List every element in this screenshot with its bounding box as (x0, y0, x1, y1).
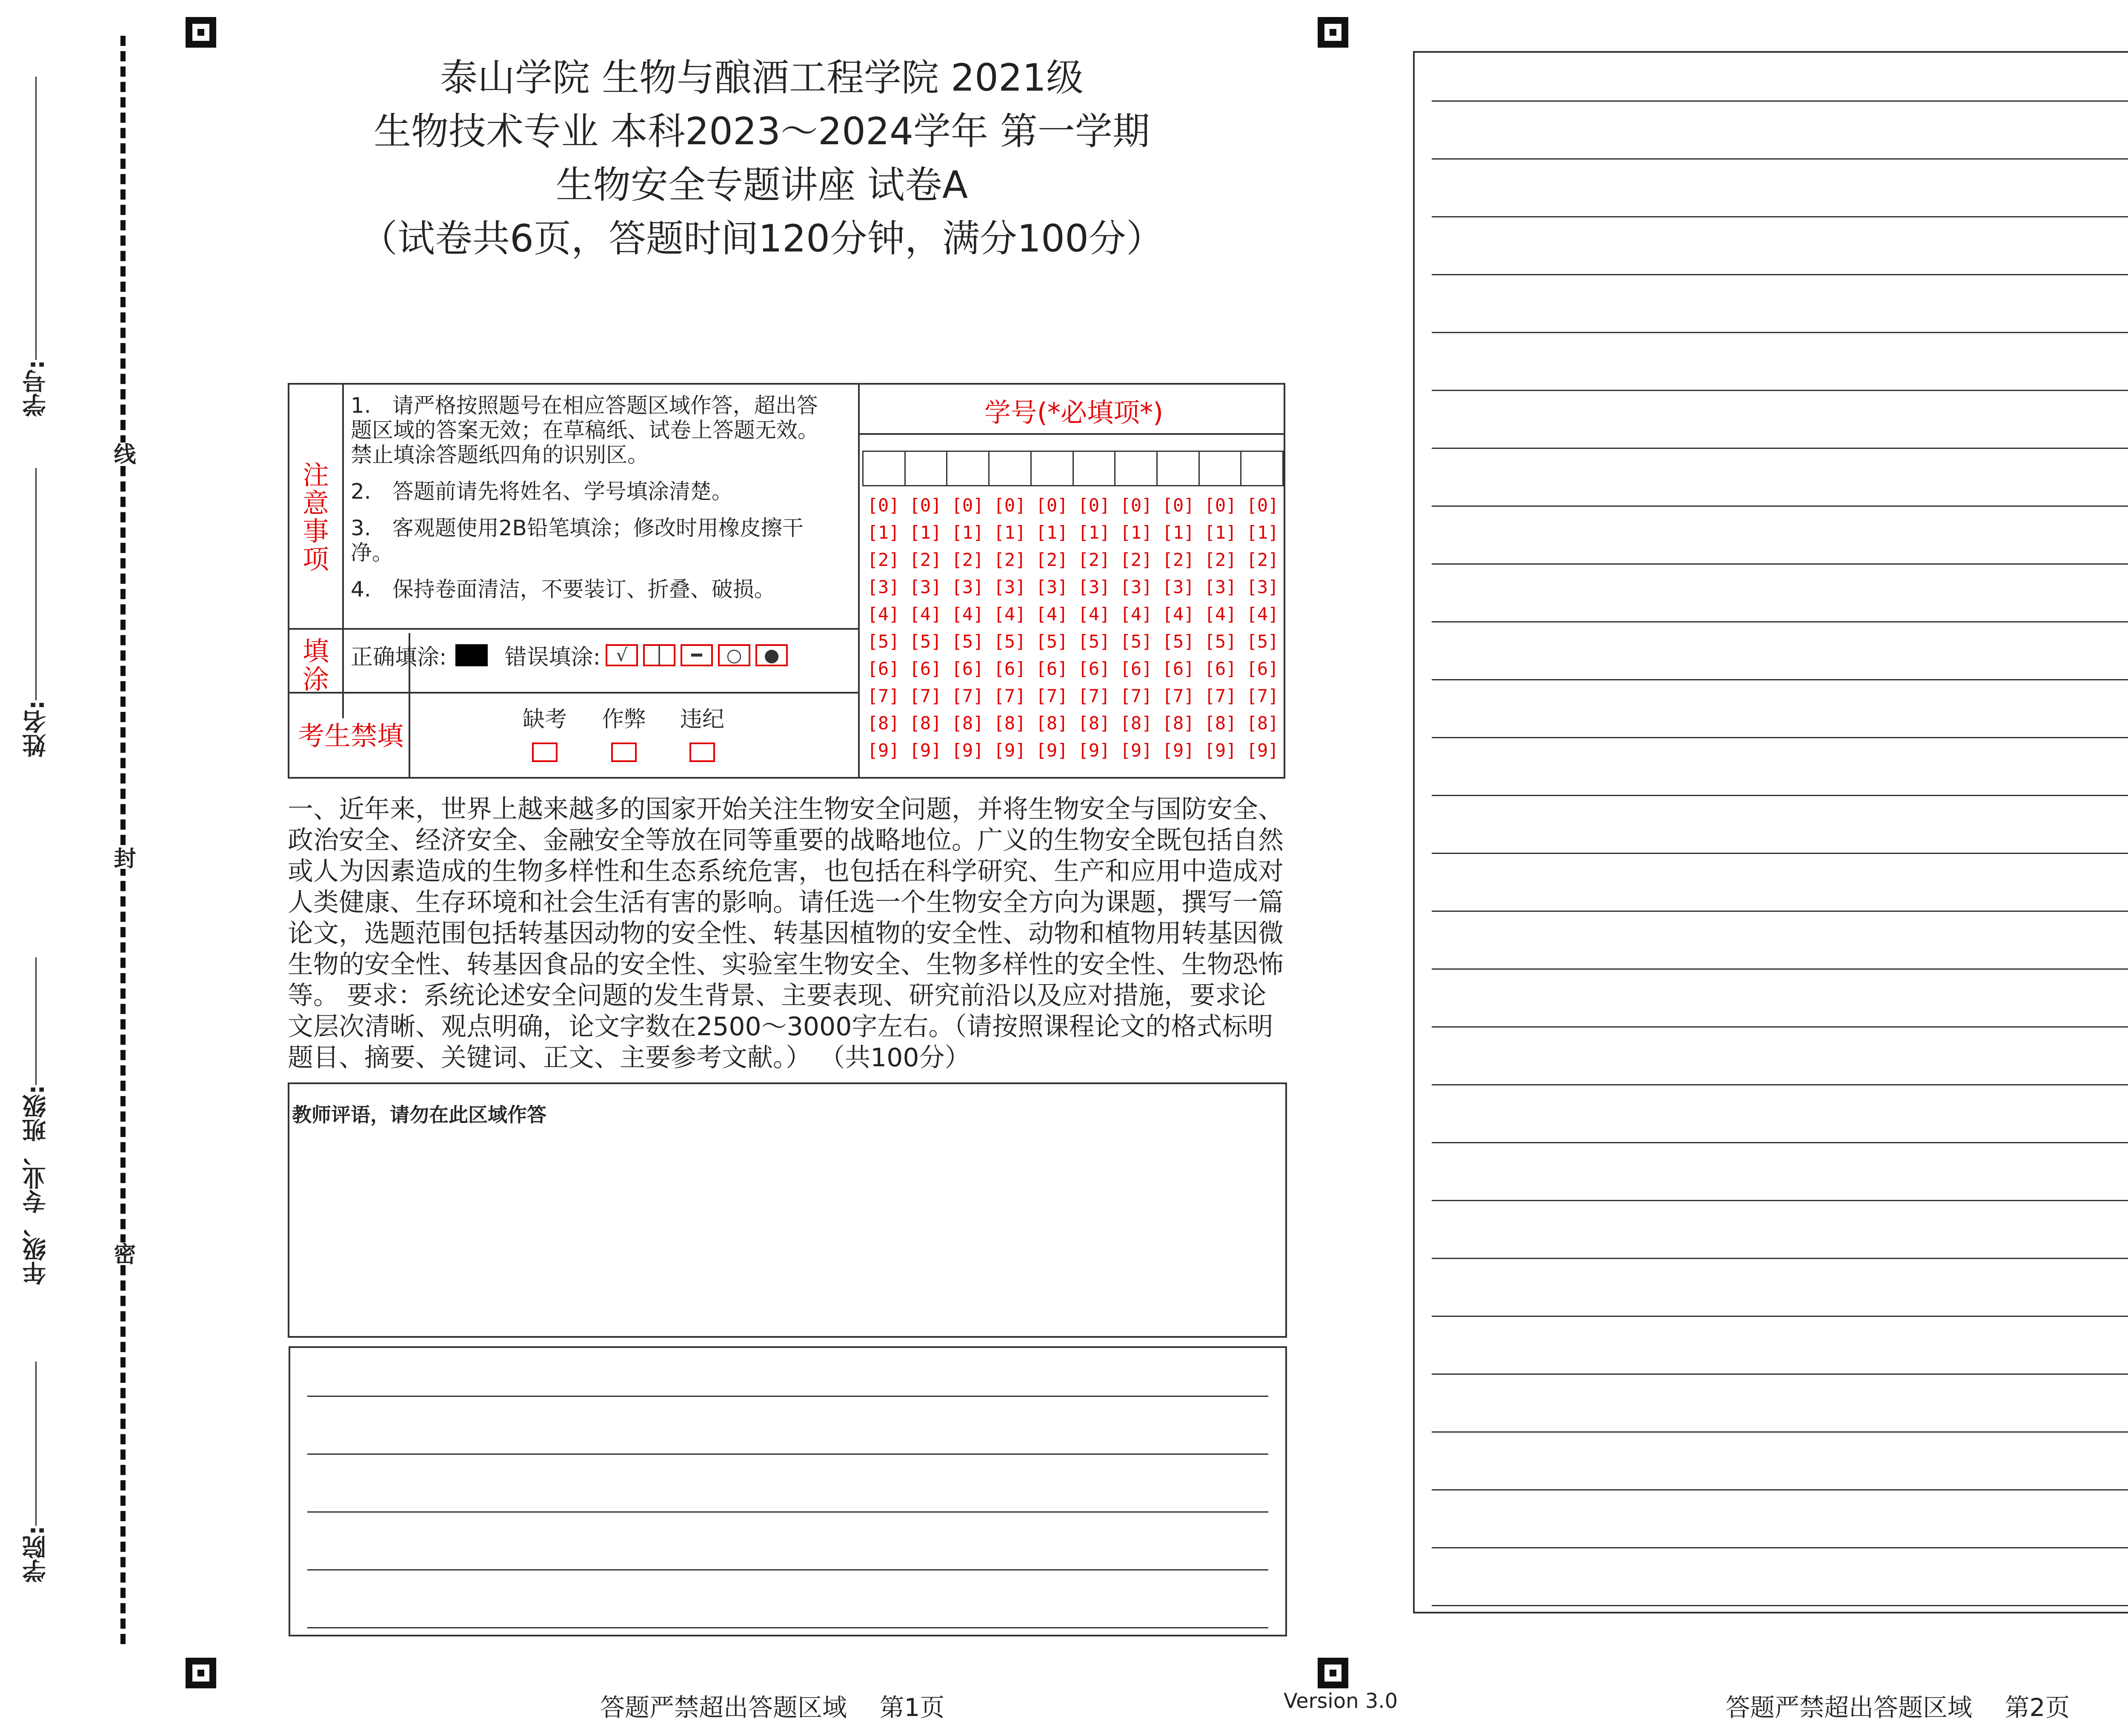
table-divider (342, 385, 344, 718)
answer-rule-line (1432, 100, 2128, 102)
bubble-row (862, 682, 1284, 710)
digit-bubble[interactable]: [3] (993, 577, 1026, 597)
digit-bubble[interactable]: [1] (993, 522, 1026, 543)
digit-bubble[interactable]: [5] (993, 631, 1026, 652)
footer-page-1: 答题严禁超出答题区域 第1页 (600, 1693, 945, 1722)
notice-item: 2. 答题前请先将姓名、学号填涂清楚。 (351, 479, 733, 504)
digit-bubble[interactable]: [6] (1035, 658, 1068, 679)
college-label: 学院: (22, 1525, 50, 1583)
digit-bubble[interactable]: [7] (1246, 685, 1279, 706)
digit-bubble[interactable]: [5] (1204, 631, 1237, 652)
digit-bubble[interactable]: [8] (993, 713, 1026, 734)
answer-rule-line (1432, 390, 2128, 391)
answer-rule-line (307, 1511, 1268, 1513)
digit-bubble[interactable]: [1] (867, 522, 900, 543)
answer-rule-line (1432, 216, 2128, 217)
digit-bubble[interactable]: [0] (951, 495, 984, 516)
digit-bubble[interactable]: [2] (909, 549, 942, 570)
name-label: 姓名: (22, 700, 50, 757)
answer-area-page-2[interactable] (1413, 51, 2128, 1613)
digit-bubble[interactable]: [3] (1120, 577, 1153, 597)
digit-bubble[interactable]: [4] (951, 604, 984, 625)
digit-bubble[interactable]: [4] (867, 604, 900, 625)
digit-bubble[interactable]: [1] (1162, 522, 1195, 543)
footer-version: Version 3.0 (1284, 1689, 1398, 1713)
grade-major-class-field[interactable] (17, 902, 55, 1285)
digit-bubble[interactable]: [5] (1162, 631, 1195, 652)
table-divider (858, 385, 860, 778)
answer-rule-line (1432, 158, 2128, 160)
digit-bubble[interactable]: [1] (1078, 522, 1110, 543)
digit-bubble[interactable]: [9] (867, 740, 900, 761)
answer-rule-line (1432, 911, 2128, 912)
header-line-4: （试卷共6页，答题时间120分钟，满分100分） (360, 217, 1164, 260)
wrong-fill-sample: ━ (681, 644, 713, 666)
header-line-3: 生物安全专题讲座 试卷A (555, 163, 968, 207)
digit-bubble[interactable]: [7] (993, 685, 1026, 706)
fill-instructions (351, 639, 788, 671)
student-id-label: 学号: (22, 360, 50, 417)
digit-bubble[interactable]: [0] (867, 495, 900, 516)
digit-bubble[interactable]: [2] (993, 549, 1026, 570)
digit-bubble[interactable]: [0] (909, 495, 942, 516)
absent-checkbox[interactable] (515, 701, 575, 762)
digit-bubble[interactable]: [1] (951, 522, 984, 543)
answer-rule-line (1432, 1200, 2128, 1201)
digit-bubble[interactable]: [9] (909, 740, 942, 761)
digit-bubble[interactable]: [3] (1035, 577, 1068, 597)
digit-bubble[interactable]: [5] (909, 631, 942, 652)
digit-bubble[interactable]: [1] (1246, 522, 1279, 543)
digit-bubble[interactable]: [7] (909, 685, 942, 706)
digit-bubble[interactable]: [9] (951, 740, 984, 761)
answer-rule-line (1432, 505, 2128, 507)
fill-title: 填 涂 (302, 636, 329, 695)
digit-bubble[interactable]: [6] (1078, 658, 1110, 679)
answer-rule-line (1432, 1142, 2128, 1143)
answer-rule-line (1432, 1431, 2128, 1433)
bubble-row (862, 519, 1284, 546)
answer-rule-line (1432, 332, 2128, 333)
digit-bubble[interactable]: [3] (1204, 577, 1237, 597)
teacher-comment-box (288, 1082, 1287, 1338)
answer-rule-line (1432, 621, 2128, 622)
corner-marker-bottom-left (186, 1658, 216, 1688)
notice-item: 1. 请严格按照题号在相应答题区域作答，超出答题区域的答案无效；在草稿纸、试卷上答题无效。禁止填涂答题纸四角的识别区。 (351, 393, 819, 467)
answer-rule-line (1432, 1489, 2128, 1490)
correct-fill-sample (455, 644, 488, 666)
answer-rule-line (1432, 1373, 2128, 1375)
correct-fill-label: 正确填涂: (351, 645, 447, 670)
digit-bubble[interactable]: [2] (951, 549, 984, 570)
answer-rule-line (1432, 1547, 2128, 1548)
student-id-digit-box[interactable] (1156, 451, 1198, 486)
digit-bubble[interactable]: [1] (1204, 522, 1237, 543)
digit-bubble[interactable]: [8] (1246, 713, 1279, 734)
binding-dash-line (120, 36, 126, 1644)
digit-bubble[interactable]: [1] (1035, 522, 1068, 543)
digit-bubble[interactable]: [3] (951, 577, 984, 597)
digit-bubble[interactable]: [0] (1204, 495, 1237, 516)
digit-bubble[interactable]: [8] (951, 713, 984, 734)
student-id-digit-box[interactable] (1073, 451, 1115, 486)
digit-bubble[interactable]: [3] (1078, 577, 1110, 597)
binding-mark-secret: 密 (107, 1242, 139, 1265)
checkbox-box[interactable] (532, 742, 558, 762)
table-divider (289, 692, 858, 694)
answer-rule-line (307, 1627, 1268, 1628)
college-field[interactable] (17, 1362, 55, 1583)
bubble-row (862, 628, 1284, 655)
digit-bubble[interactable]: [0] (1120, 495, 1153, 516)
digit-bubble[interactable]: [8] (1204, 713, 1237, 734)
digit-bubble[interactable]: [3] (1162, 577, 1195, 597)
exam-header (315, 51, 1209, 266)
digit-bubble[interactable]: [8] (909, 713, 942, 734)
digit-bubble[interactable]: [7] (951, 685, 984, 706)
student-id-digit-box[interactable] (904, 451, 947, 486)
college-underline (36, 1362, 37, 1526)
digit-bubble[interactable]: [8] (1120, 713, 1153, 734)
name-underline (36, 468, 37, 700)
cheating-label: 作弊 (601, 707, 646, 732)
checkbox-box[interactable] (611, 742, 637, 762)
bubble-row (862, 655, 1284, 682)
table-divider (858, 433, 1284, 435)
bubble-row (862, 601, 1284, 628)
digit-bubble[interactable]: [3] (867, 577, 900, 597)
digit-bubble[interactable]: [6] (1246, 658, 1279, 679)
digit-bubble[interactable]: [6] (993, 658, 1026, 679)
digit-bubble[interactable]: [9] (1035, 740, 1068, 761)
wrong-fill-sample: ● (755, 644, 788, 666)
answer-rule-line (1432, 274, 2128, 275)
student-id-underline (36, 77, 37, 360)
answer-rule-line (1432, 968, 2128, 970)
student-id-digit-box[interactable] (988, 451, 1030, 486)
digit-bubble[interactable]: [6] (1162, 658, 1195, 679)
answer-rule-line (1432, 1084, 2128, 1085)
wrong-fill-sample: ○ (718, 644, 750, 666)
digit-bubble[interactable]: [6] (951, 658, 984, 679)
digit-bubble[interactable]: [9] (1204, 740, 1237, 761)
answer-rule-line (307, 1569, 1268, 1570)
wrong-fill-sample: │ (643, 644, 675, 666)
bubble-row (862, 546, 1284, 574)
digit-bubble[interactable]: [8] (867, 713, 900, 734)
digit-bubble[interactable]: [8] (1162, 713, 1195, 734)
digit-bubble[interactable]: [8] (1035, 713, 1068, 734)
answer-rule-line (1432, 1026, 2128, 1028)
student-id-digit-box[interactable] (1114, 451, 1156, 486)
student-id-bubble-grid[interactable] (862, 492, 1284, 764)
discipline-checkbox[interactable] (672, 701, 732, 762)
checkbox-box[interactable] (689, 742, 715, 762)
teacher-comment-label: 教师评语，请勿在此区域作答 (292, 1103, 546, 1126)
student-id-digit-box[interactable] (1198, 451, 1241, 486)
digit-bubble[interactable]: [7] (1204, 685, 1237, 706)
digit-bubble[interactable]: [6] (909, 658, 942, 679)
forbidden-title: 考生禁填 (298, 720, 404, 751)
student-id-write-boxes[interactable] (862, 451, 1284, 486)
digit-bubble[interactable]: [6] (1120, 658, 1153, 679)
digit-bubble[interactable]: [9] (1246, 740, 1279, 761)
digit-bubble[interactable]: [4] (1035, 604, 1068, 625)
digit-bubble[interactable]: [9] (1078, 740, 1110, 761)
student-id-digit-box[interactable] (1240, 451, 1284, 486)
digit-bubble[interactable]: [7] (1120, 685, 1153, 706)
header-line-2: 生物技术专业 本科2023～2024学年 第一学期 (374, 109, 1150, 153)
header-line-1: 泰山学院 生物与酿酒工程学院 2021级 (440, 56, 1084, 100)
student-id-digit-box[interactable] (1030, 451, 1073, 486)
answer-rule-line (307, 1453, 1268, 1455)
digit-bubble[interactable]: [5] (1035, 631, 1068, 652)
wrong-fill-sample: √ (606, 644, 638, 666)
digit-bubble[interactable]: [4] (909, 604, 942, 625)
notice-table (288, 383, 1285, 779)
answer-rule-line (1432, 795, 2128, 796)
notice-item: 3. 客观题使用2B铅笔填涂；修改时用橡皮擦干净。 (351, 516, 804, 565)
grade-major-class-underline (36, 957, 37, 1085)
digit-bubble[interactable]: [8] (1078, 713, 1110, 734)
digit-bubble[interactable]: [2] (1078, 549, 1110, 570)
digit-bubble[interactable]: [7] (1078, 685, 1110, 706)
discipline-label: 违纪 (680, 707, 724, 732)
answer-rule-line (1432, 853, 2128, 854)
digit-bubble[interactable]: [4] (993, 604, 1026, 625)
digit-bubble[interactable]: [1] (1120, 522, 1153, 543)
digit-bubble[interactable]: [0] (1035, 495, 1068, 516)
bubble-row (862, 737, 1284, 764)
corner-marker-top-center (1318, 17, 1348, 48)
digit-bubble[interactable]: [4] (1246, 604, 1279, 625)
digit-bubble[interactable]: [5] (867, 631, 900, 652)
digit-bubble[interactable]: [2] (1162, 549, 1195, 570)
digit-bubble[interactable]: [5] (951, 631, 984, 652)
digit-bubble[interactable]: [4] (1204, 604, 1237, 625)
question-text: 一、近年来，世界上越来越多的国家开始关注生物安全问题，并将生物安全与国防安全、政治安全、经济安全、金融安全等放在同等重要的战略地位。广义的生物安全既包括自然或人为因素造成的生物多样性和生态系统危害，也包括在科学研究、生产和应用中造成对人类健康、生存环境和社会生活有害的影响。请任选一个生物安全方向为课题，撰写一篇论文，选题范围包括转基因动物的安全性、转基因植物的安全性、动物和植物用转基因微生物的安全性、转基因食品的安全性、实验室生物安全、生物多样性的安全性、生物恐怖等。 要求：系统论述安全问题的发生背景、主要表现、研究前沿以及应对措施，要求论文层次清晰、观点明确，论文字数在2500～3000字左右。（请按照课程论文的格式标明题目、摘要、关键词、正文、主要参考文献。） （共100分） (288, 794, 1284, 1073)
digit-bubble[interactable]: [7] (867, 685, 900, 706)
digit-bubble[interactable]: [1] (909, 522, 942, 543)
answer-rule-line (1432, 679, 2128, 680)
notice-item: 4. 保持卷面清洁，不要装订、折叠、破损。 (351, 577, 775, 602)
answer-rule-line (1432, 1605, 2128, 1606)
footer-page-2: 答题严禁超出答题区域 第2页 (1725, 1693, 2070, 1722)
digit-bubble[interactable]: [2] (1035, 549, 1068, 570)
digit-bubble[interactable]: [4] (1078, 604, 1110, 625)
student-id-field[interactable] (17, 77, 55, 417)
name-field[interactable] (17, 468, 55, 757)
cheating-checkbox[interactable] (594, 701, 654, 762)
digit-bubble[interactable]: [5] (1120, 631, 1153, 652)
answer-rule-line (1432, 1258, 2128, 1259)
digit-bubble[interactable]: [5] (1246, 631, 1279, 652)
binding-mark-line: 线 (107, 443, 139, 465)
answer-rule-line (1432, 563, 2128, 565)
digit-bubble[interactable]: [4] (1120, 604, 1153, 625)
bubble-row (862, 710, 1284, 737)
digit-bubble[interactable]: [9] (1162, 740, 1195, 761)
digit-bubble[interactable]: [7] (1035, 685, 1068, 706)
digit-bubble[interactable]: [3] (1246, 577, 1279, 597)
absent-label: 缺考 (522, 707, 567, 732)
table-divider (289, 628, 858, 630)
answer-rule-line (1432, 737, 2128, 738)
notice-items (351, 393, 819, 614)
digit-bubble[interactable]: [7] (1162, 685, 1195, 706)
digit-bubble[interactable]: [9] (1120, 740, 1153, 761)
digit-bubble[interactable]: [0] (1162, 495, 1195, 516)
answer-area-page-1[interactable] (289, 1346, 1287, 1636)
digit-bubble[interactable]: [2] (867, 549, 900, 570)
corner-marker-bottom-center (1318, 1658, 1348, 1688)
digit-bubble[interactable]: [2] (1246, 549, 1279, 570)
digit-bubble[interactable]: [4] (1162, 604, 1195, 625)
student-id-title: 学号(*必填项*) (984, 397, 1164, 428)
digit-bubble[interactable]: [5] (1078, 631, 1110, 652)
digit-bubble[interactable]: [9] (993, 740, 1026, 761)
answer-rule-line (1432, 1316, 2128, 1317)
notice-title: 注 意 事 项 (302, 460, 329, 575)
bubble-row (862, 574, 1284, 601)
student-id-digit-box[interactable] (862, 451, 904, 486)
student-id-digit-box[interactable] (946, 451, 988, 486)
corner-marker-top-left (186, 17, 216, 48)
bubble-row (862, 492, 1284, 519)
answer-rule-line (1432, 448, 2128, 449)
grade-major-class-label: 年级、专业、班级: (22, 1085, 50, 1285)
digit-bubble[interactable]: [6] (867, 658, 900, 679)
digit-bubble[interactable]: [6] (1204, 658, 1237, 679)
binding-mark-seal: 封 (107, 847, 139, 869)
digit-bubble[interactable]: [0] (1078, 495, 1110, 516)
digit-bubble[interactable]: [2] (1120, 549, 1153, 570)
digit-bubble[interactable]: [2] (1204, 549, 1237, 570)
answer-rule-line (307, 1396, 1268, 1397)
digit-bubble[interactable]: [3] (909, 577, 942, 597)
digit-bubble[interactable]: [0] (1246, 495, 1279, 516)
wrong-fill-label: 错误填涂: (504, 645, 601, 670)
digit-bubble[interactable]: [0] (993, 495, 1026, 516)
